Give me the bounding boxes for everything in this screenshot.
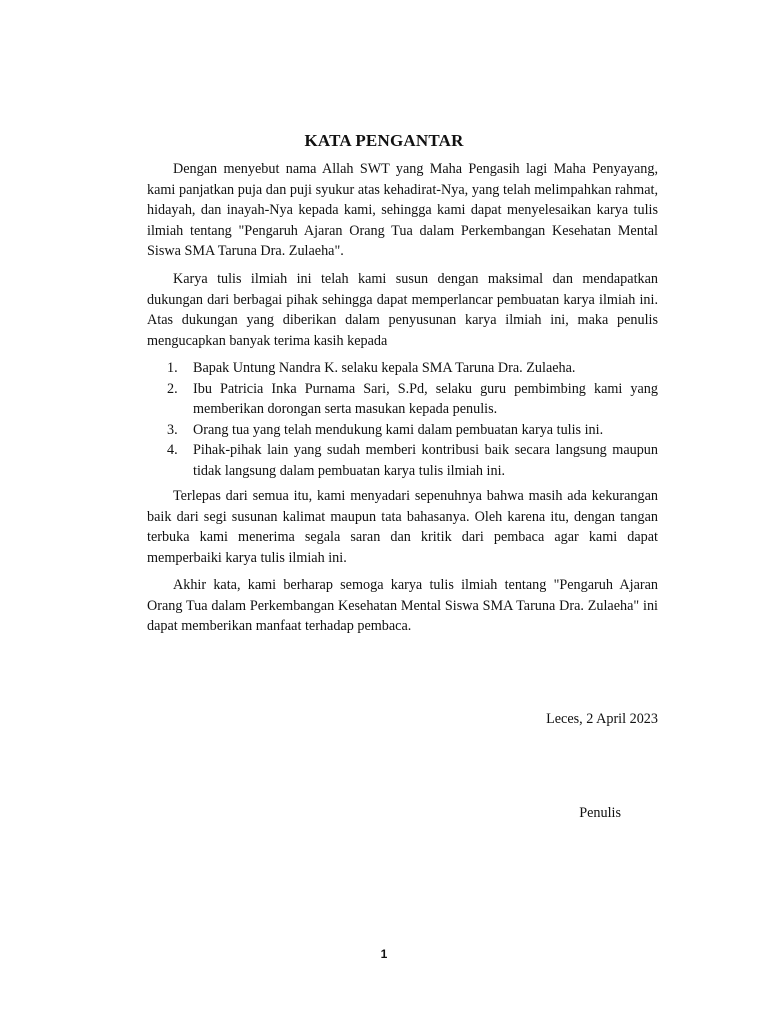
author-signature: Penulis [579, 805, 621, 821]
list-item-number: 1. [167, 360, 178, 376]
list-item-text: Orang tua yang telah mendukung kami dalam pembuatan karya tulis ini. [193, 421, 604, 438]
paragraph-text: Akhir kata, kami berharap semoga karya tulis ilmiah tentang "Pengaruh Ajaran Orang Tua dalam Perkembangan Kesehatan Mental Siswa SMA Taruna Dra. Zulaeha" ini dapat memberikan manfaat terhadap pembaca. [147, 577, 658, 635]
acknowledgement-list [147, 358, 658, 482]
page-title: KATA PENGANTAR [304, 131, 464, 150]
list-item-number: 4. [167, 442, 178, 459]
list-item-text: Pihak-pihak lain yang sudah memberi kontribusi baik secara langsung maupun tidak langsung dalam pembuatan karya tulis ilmiah ini. [193, 442, 658, 479]
list-item-number: 2. [167, 380, 178, 397]
list-item [147, 440, 658, 481]
place-date: Leces, 2 April 2023 [546, 711, 658, 727]
list-item [147, 420, 658, 441]
list-item-text: Bapak Untung Nandra K. selaku kepala SMA Taruna Dra. Zulaeha. [193, 360, 576, 376]
list-item [147, 379, 658, 420]
paragraph-support [147, 269, 658, 351]
paragraph-text: Terlepas dari semua itu, kami menyadari sepenuhnya bahwa masih ada kekurangan baik dari segi susunan kalimat maupun tata bahasanya. Oleh karena itu, dengan tangan terbuka kami menerima segala saran dan kritik dari pembaca agar kami dapat memperbaiki karya tulis ilmiah ini. [147, 488, 658, 566]
list-item [147, 358, 658, 379]
list-item-text: Ibu Patricia Inka Purnama Sari, S.Pd, selaku guru pembimbing kami yang memberikan dorongan serta masukan kepada penulis. [193, 380, 658, 418]
paragraph-text: Karya tulis ilmiah ini telah kami susun dengan maksimal dan mendapatkan dukungan dari berbagai pihak sehingga dapat memperlancar pembuatan karya ilmiah ini. Atas dukungan yang diberikan dalam penyusunan karya ilmiah ini, maka penulis mengucapkan banyak terima kasih kepada [147, 271, 658, 349]
paragraph-opening [147, 159, 658, 262]
list-item-number: 3. [167, 421, 178, 438]
paragraph-shortcomings [147, 486, 658, 568]
page-number: 1 [380, 947, 388, 961]
paragraph-text: Dengan menyebut nama Allah SWT yang Maha Pengasih lagi Maha Penyayang, kami panjatkan puja dan puji syukur atas kehadirat-Nya, yang telah melimpahkan rahmat, hidayah, dan inayah-Nya kepada kami, sehingga kami dapat menyelesaikan karya tulis ilmiah tentang "Pengaruh Ajaran Orang Tua dalam Perkembangan Kesehatan Mental Siswa SMA Taruna Dra. Zulaeha". [147, 161, 658, 260]
paragraph-closing [147, 575, 658, 637]
